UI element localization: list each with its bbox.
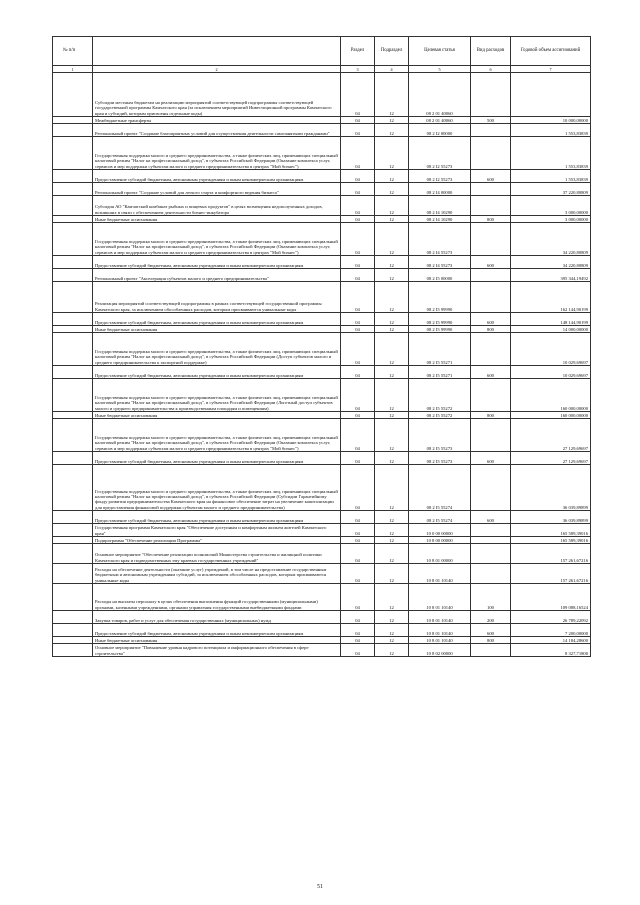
- page-number: 51: [317, 884, 323, 890]
- row-amount: 27 129,69697: [511, 419, 591, 452]
- row-target-article: 10 8 01 10140: [409, 611, 471, 624]
- row-number: [53, 326, 93, 333]
- row-podrazdel: 12: [375, 183, 409, 196]
- row-target-article: 08 2 I2 55273: [409, 137, 471, 170]
- row-number: [53, 465, 93, 511]
- row-number: [53, 644, 93, 657]
- row-name: Региональный проект "Акселерация субъектов малого и среднего предпринимательства": [93, 269, 341, 282]
- header-amount: Годовой объем ассигнований: [511, 37, 591, 66]
- row-name: Региональный проект "Создание условий для легкого старта и комфортного ведения бизнеса": [93, 183, 341, 196]
- row-expense-type: [471, 564, 511, 584]
- row-target-article: 10 8 00 00000: [409, 537, 471, 544]
- row-expense-type: 600: [471, 313, 511, 326]
- row-amount: 148 144,90199: [511, 313, 591, 326]
- row-name: Расходы на выплаты персоналу в целях обеспечения выполнения функций государственными (муниципальными) органами, казенными учреждениями, органами управления государственными внебюджетными фондами: [93, 584, 341, 611]
- row-amount: 10 029,69697: [511, 333, 591, 366]
- row-name: Предоставление субсидий бюджетным, автономным учреждениям и иным некоммерческим организациям: [93, 313, 341, 326]
- row-name: Основное мероприятие "Повышение уровня кадрового потенциала и информационного обеспечения в сфере строительства": [93, 644, 341, 657]
- row-target-article: 08 2 I5 55271: [409, 333, 471, 366]
- row-razdel: 04: [341, 326, 375, 333]
- row-target-article: 08 2 01 40060: [409, 73, 471, 117]
- table-row: [53, 366, 591, 379]
- row-name: Иные бюджетные ассигнования: [93, 326, 341, 333]
- row-podrazdel: 12: [375, 124, 409, 137]
- row-podrazdel: 12: [375, 117, 409, 124]
- row-number: [53, 452, 93, 465]
- row-razdel: 04: [341, 366, 375, 379]
- row-razdel: 04: [341, 137, 375, 170]
- row-amount: 37 220,80809: [511, 183, 591, 196]
- row-number: [53, 73, 93, 117]
- row-expense-type: [471, 282, 511, 313]
- row-razdel: 04: [341, 637, 375, 644]
- row-name: Государственная программа Камчатского края "Обеспечение доступным и комфортным жильем жителей Камчатского края": [93, 524, 341, 537]
- row-amount: 160 000,00000: [511, 412, 591, 419]
- row-expense-type: 800: [471, 637, 511, 644]
- table-row: [53, 73, 591, 117]
- row-number: [53, 379, 93, 412]
- row-amount: 3 000,00000: [511, 216, 591, 223]
- column-number: 3: [341, 66, 375, 73]
- row-number: [53, 611, 93, 624]
- row-amount: 165 589,39016: [511, 537, 591, 544]
- row-amount: 26 789,22092: [511, 611, 591, 624]
- table-row: [53, 511, 591, 524]
- row-amount: 14 000,00000: [511, 326, 591, 333]
- header-num: № п/п: [53, 37, 93, 66]
- row-razdel: 04: [341, 223, 375, 256]
- row-razdel: 04: [341, 564, 375, 584]
- budget-table: [52, 36, 591, 657]
- row-name: Государственная поддержка малого и среднего предпринимательства, а также физических лиц, применяющих специальный налоговый режим "Налог на профессиональный доход", в субъектах Российской Федерации (Субсидии Гарантийному фонду развития предпринимательства Камчатского края на финансовое обеспечение затрат на увеличение капитализации для предоставления финансовой поддержки субъектам малого и среднего предпринимательства): [93, 465, 341, 511]
- header-target: Целевая статья: [409, 37, 471, 66]
- row-amount: 36 039,89899: [511, 465, 591, 511]
- row-razdel: 04: [341, 537, 375, 544]
- row-number: [53, 137, 93, 170]
- row-target-article: 08 2 I2 00000: [409, 124, 471, 137]
- row-target-article: 08 2 I4 55273: [409, 223, 471, 256]
- table-row: [53, 537, 591, 544]
- row-amount: 157 261,67216: [511, 564, 591, 584]
- row-podrazdel: 12: [375, 452, 409, 465]
- table-row: [53, 282, 591, 313]
- column-number: 6: [471, 66, 511, 73]
- row-amount: 10 000,00000: [511, 117, 591, 124]
- row-target-article: 10 8 01 10140: [409, 637, 471, 644]
- table-row: [53, 124, 591, 137]
- row-podrazdel: 12: [375, 282, 409, 313]
- row-target-article: 08 2 I4 00000: [409, 183, 471, 196]
- row-number: [53, 511, 93, 524]
- row-name: Расходы на обеспечение деятельности (оказание услуг) учреждений, в том числе на предоставление государственным бюджетным и автономным учреждениям субсидий, за исключением обособленных расходов, которым присваиваются уникальные коды: [93, 564, 341, 584]
- row-razdel: 04: [341, 379, 375, 412]
- header-razdel: Раздел: [341, 37, 375, 66]
- row-razdel: 04: [341, 117, 375, 124]
- row-amount: 1 553,83839: [511, 124, 591, 137]
- table-row: [53, 412, 591, 419]
- table-header-row: [53, 37, 591, 66]
- row-expense-type: [471, 465, 511, 511]
- row-number: [53, 183, 93, 196]
- row-expense-type: [471, 544, 511, 564]
- row-name: Государственная поддержка малого и среднего предпринимательства, а также физических лиц, применяющих специальный налоговый режим "Налог на профессиональный доход", в субъектах Российской Федерации (Льготный доступ субъектов малого и среднего предпринимательства к производственным площадям и помещениям): [93, 379, 341, 412]
- row-razdel: 04: [341, 511, 375, 524]
- table-row: [53, 313, 591, 326]
- row-podrazdel: 12: [375, 611, 409, 624]
- row-number: [53, 196, 93, 216]
- row-number: [53, 524, 93, 537]
- row-podrazdel: 12: [375, 511, 409, 524]
- row-target-article: 08 2 01 40060: [409, 117, 471, 124]
- table-row: [53, 269, 591, 282]
- header-podrazdel: Подраздел: [375, 37, 409, 66]
- header-expense-type: Вид расходов: [471, 37, 511, 66]
- row-expense-type: [471, 379, 511, 412]
- row-expense-type: [471, 137, 511, 170]
- row-razdel: 04: [341, 624, 375, 637]
- row-number: [53, 333, 93, 366]
- row-razdel: 04: [341, 73, 375, 117]
- row-name: Предоставление субсидий бюджетным, автономным учреждениям и иным некоммерческим организациям: [93, 511, 341, 524]
- table-row: [53, 419, 591, 452]
- row-target-article: 08 2 I4 55273: [409, 256, 471, 269]
- row-razdel: 04: [341, 465, 375, 511]
- row-target-article: 08 2 I2 55273: [409, 170, 471, 183]
- row-amount: 8 327,71800: [511, 644, 591, 657]
- row-razdel: 04: [341, 196, 375, 216]
- row-target-article: 08 2 I5 00000: [409, 269, 471, 282]
- row-number: [53, 216, 93, 223]
- table-row: [53, 584, 591, 611]
- row-number: [53, 282, 93, 313]
- row-podrazdel: 12: [375, 313, 409, 326]
- row-name: Государственная поддержка малого и среднего предпринимательства, а также физических лиц, применяющих специальный налоговый режим "Налог на профессиональный доход", в субъектах Российской Федерации (Оказание комплекса услуг, сервисов и мер поддержки субъектам малого и среднего предпринимательства в центрах "Мой бизнес"): [93, 419, 341, 452]
- row-expense-type: [471, 196, 511, 216]
- row-razdel: 04: [341, 644, 375, 657]
- row-expense-type: [471, 223, 511, 256]
- row-target-article: 08 2 I5 99990: [409, 282, 471, 313]
- row-number: [53, 366, 93, 379]
- row-number: [53, 117, 93, 124]
- row-amount: 10 029,69697: [511, 366, 591, 379]
- row-razdel: 04: [341, 183, 375, 196]
- row-amount: 395 344,19492: [511, 269, 591, 282]
- row-name: Закупка товаров, работ и услуг для обеспечения государственных (муниципальных) нужд: [93, 611, 341, 624]
- row-podrazdel: 12: [375, 544, 409, 564]
- row-number: [53, 124, 93, 137]
- row-target-article: 08 2 I5 55271: [409, 366, 471, 379]
- row-number: [53, 419, 93, 452]
- row-name: Иные бюджетные ассигнования: [93, 637, 341, 644]
- table-row: [53, 117, 591, 124]
- row-razdel: 04: [341, 584, 375, 611]
- row-expense-type: 600: [471, 366, 511, 379]
- row-podrazdel: 12: [375, 379, 409, 412]
- row-name: Государственная поддержка малого и среднего предпринимательства, а также физических лиц, применяющих специальный налоговый режим "Налог на профессиональный доход", в субъектах Российской Федерации (Оказание комплекса услуг, сервисов и мер поддержки субъектам малого и среднего предпринимательства в центрах "Мой бизнес"): [93, 223, 341, 256]
- row-target-article: 10 8 02 00000: [409, 644, 471, 657]
- row-name: Основное мероприятие "Обеспечение реализации полномочий Министерства строительства и жилищной политики Камчатского края и подведомственных ему краевых государственных учреждений": [93, 544, 341, 564]
- row-target-article: 08 2 I5 55273: [409, 419, 471, 452]
- row-expense-type: [471, 73, 511, 117]
- row-target-article: 08 2 I5 55274: [409, 511, 471, 524]
- row-podrazdel: 12: [375, 269, 409, 282]
- row-razdel: 04: [341, 216, 375, 223]
- row-number: [53, 412, 93, 419]
- table-row: [53, 524, 591, 537]
- table-row: [53, 333, 591, 366]
- row-target-article: 10 8 01 00000: [409, 544, 471, 564]
- row-expense-type: 600: [471, 170, 511, 183]
- row-expense-type: 800: [471, 216, 511, 223]
- table-row: [53, 624, 591, 637]
- row-name: Государственная поддержка малого и среднего предпринимательства, а также физических лиц, применяющих специальный налоговый режим "Налог на профессиональный доход", в субъектах Российской Федерации (Доступ субъектов малого и среднего предпринимательства к экспортной поддержке): [93, 333, 341, 366]
- row-expense-type: 100: [471, 584, 511, 611]
- row-name: Межбюджетные трансферты: [93, 117, 341, 124]
- row-target-article: 08 2 I5 55272: [409, 412, 471, 419]
- column-number: 4: [375, 66, 409, 73]
- table-row: [53, 452, 591, 465]
- row-amount: 27 129,69697: [511, 452, 591, 465]
- row-name: Субсидии местным бюджетам на реализацию мероприятий соответствующей подпрограммы соответствующей государственной программы Камчатского края (за исключением мероприятий Инвестиционной программы Камчатского края и субсидий, которым присвоены отдельные коды): [93, 73, 341, 117]
- row-podrazdel: 12: [375, 137, 409, 170]
- row-number: [53, 269, 93, 282]
- table-row: [53, 564, 591, 584]
- row-name: Предоставление субсидий бюджетным, автономным учреждениям и иным некоммерческим организациям: [93, 624, 341, 637]
- row-amount: 3 000,00000: [511, 196, 591, 216]
- table-row: [53, 223, 591, 256]
- row-name: Подпрограмма "Обеспечение реализации Программы": [93, 537, 341, 544]
- row-expense-type: 800: [471, 412, 511, 419]
- table-row: [53, 196, 591, 216]
- table-row: [53, 544, 591, 564]
- row-expense-type: [471, 524, 511, 537]
- row-target-article: 10 8 01 10140: [409, 584, 471, 611]
- row-number: [53, 584, 93, 611]
- row-expense-type: [471, 333, 511, 366]
- row-amount: 109 088,16524: [511, 584, 591, 611]
- document-page: [52, 36, 590, 657]
- row-expense-type: 600: [471, 256, 511, 269]
- row-podrazdel: 12: [375, 73, 409, 117]
- row-podrazdel: 12: [375, 223, 409, 256]
- table-row: [53, 183, 591, 196]
- row-amount: 36 039,89899: [511, 511, 591, 524]
- row-target-article: 08 2 I5 55272: [409, 379, 471, 412]
- row-razdel: 04: [341, 611, 375, 624]
- row-amount: 34 220,80809: [511, 256, 591, 269]
- row-podrazdel: 12: [375, 584, 409, 611]
- table-row: [53, 611, 591, 624]
- row-target-article: 10 0 00 00000: [409, 524, 471, 537]
- row-podrazdel: 12: [375, 624, 409, 637]
- row-expense-type: 800: [471, 326, 511, 333]
- row-number: [53, 537, 93, 544]
- table-row: [53, 326, 591, 333]
- row-number: [53, 637, 93, 644]
- row-amount: 160 000,00000: [511, 379, 591, 412]
- row-target-article: 08 2 I4 10290: [409, 216, 471, 223]
- row-razdel: 04: [341, 282, 375, 313]
- row-number: [53, 313, 93, 326]
- row-razdel: 04: [341, 419, 375, 452]
- row-name: Государственная поддержка малого и среднего предпринимательства, а также физических лиц, применяющих специальный налоговый режим "Налог на профессиональный доход", в субъектах Российской Федерации (Оказание комплекса услуг, сервисов и мер поддержки субъектам малого и среднего предпринимательства в центрах "Мой бизнес"): [93, 137, 341, 170]
- row-razdel: 04: [341, 313, 375, 326]
- row-podrazdel: 12: [375, 412, 409, 419]
- row-podrazdel: 12: [375, 644, 409, 657]
- row-number: [53, 624, 93, 637]
- row-podrazdel: 12: [375, 564, 409, 584]
- row-amount: 14 184,28600: [511, 637, 591, 644]
- row-name: Региональный проект "Создание благоприятных условий для осуществления деятельности самозанятыми гражданами": [93, 124, 341, 137]
- row-podrazdel: 12: [375, 333, 409, 366]
- row-razdel: 04: [341, 256, 375, 269]
- row-razdel: 04: [341, 452, 375, 465]
- row-amount: [511, 73, 591, 117]
- row-expense-type: [471, 183, 511, 196]
- row-name: Иные бюджетные ассигнования: [93, 216, 341, 223]
- row-razdel: 04: [341, 544, 375, 564]
- table-row: [53, 465, 591, 511]
- column-number-row: [53, 66, 591, 73]
- header-name: [93, 37, 341, 66]
- row-number: [53, 223, 93, 256]
- row-podrazdel: 12: [375, 524, 409, 537]
- row-razdel: 04: [341, 524, 375, 537]
- row-name: Иные бюджетные ассигнования: [93, 412, 341, 419]
- row-expense-type: 500: [471, 117, 511, 124]
- row-amount: 165 589,39016: [511, 524, 591, 537]
- row-podrazdel: 12: [375, 326, 409, 333]
- row-podrazdel: 12: [375, 465, 409, 511]
- row-podrazdel: 12: [375, 366, 409, 379]
- column-number: 5: [409, 66, 471, 73]
- row-target-article: 08 2 I5 99990: [409, 313, 471, 326]
- column-number: 2: [93, 66, 341, 73]
- row-amount: 157 261,67216: [511, 544, 591, 564]
- column-number: 7: [511, 66, 591, 73]
- row-target-article: 08 2 I5 55273: [409, 452, 471, 465]
- row-target-article: 08 2 I4 10290: [409, 196, 471, 216]
- row-amount: 7 200,00000: [511, 624, 591, 637]
- row-podrazdel: 12: [375, 196, 409, 216]
- row-name: Предоставление субсидий бюджетным, автономным учреждениям и иным некоммерческим организациям: [93, 366, 341, 379]
- row-number: [53, 170, 93, 183]
- row-amount: 162 144,90199: [511, 282, 591, 313]
- row-podrazdel: 12: [375, 637, 409, 644]
- table-row: [53, 379, 591, 412]
- table-row: [53, 216, 591, 223]
- row-expense-type: [471, 644, 511, 657]
- row-expense-type: 600: [471, 452, 511, 465]
- row-number: [53, 544, 93, 564]
- row-target-article: 10 8 01 10140: [409, 624, 471, 637]
- table-row: [53, 644, 591, 657]
- row-amount: 1 553,83839: [511, 137, 591, 170]
- row-target-article: 08 2 I5 99990: [409, 326, 471, 333]
- row-amount: 34 220,80809: [511, 223, 591, 256]
- row-name: Предоставление субсидий бюджетным, автономным учреждениям и иным некоммерческим организациям: [93, 170, 341, 183]
- row-expense-type: [471, 537, 511, 544]
- row-name: Реализация мероприятий соответствующей подпрограммы в рамках соответствующей государственной программы Камчатского края, за исключением обособленных расходов, которым присваиваются уникальные коды: [93, 282, 341, 313]
- table-row: [53, 256, 591, 269]
- row-expense-type: 600: [471, 624, 511, 637]
- row-name: Субсидия АО "Камчатский комбинат рыбных и пищевых продуктов" в целях возмещения недополученных доходов, возникших в связи с обеспечением деятельности бизнес-инкубатора: [93, 196, 341, 216]
- row-expense-type: [471, 269, 511, 282]
- row-razdel: 04: [341, 124, 375, 137]
- row-razdel: 04: [341, 412, 375, 419]
- column-number: 1: [53, 66, 93, 73]
- row-razdel: 04: [341, 170, 375, 183]
- row-target-article: 08 2 I5 55274: [409, 465, 471, 511]
- row-expense-type: [471, 419, 511, 452]
- row-target-article: 10 8 01 10140: [409, 564, 471, 584]
- row-name: Предоставление субсидий бюджетным, автономным учреждениям и иным некоммерческим организациям: [93, 452, 341, 465]
- row-name: Предоставление субсидий бюджетным, автономным учреждениям и иным некоммерческим организациям: [93, 256, 341, 269]
- row-podrazdel: 12: [375, 170, 409, 183]
- row-expense-type: 600: [471, 511, 511, 524]
- table-row: [53, 170, 591, 183]
- table-row: [53, 137, 591, 170]
- row-expense-type: [471, 124, 511, 137]
- row-number: [53, 256, 93, 269]
- row-number: [53, 564, 93, 584]
- row-podrazdel: 12: [375, 537, 409, 544]
- row-podrazdel: 12: [375, 256, 409, 269]
- row-razdel: 04: [341, 269, 375, 282]
- row-amount: 1 553,83839: [511, 170, 591, 183]
- row-podrazdel: 12: [375, 419, 409, 452]
- table-row: [53, 637, 591, 644]
- row-podrazdel: 12: [375, 216, 409, 223]
- row-expense-type: 200: [471, 611, 511, 624]
- row-razdel: 04: [341, 333, 375, 366]
